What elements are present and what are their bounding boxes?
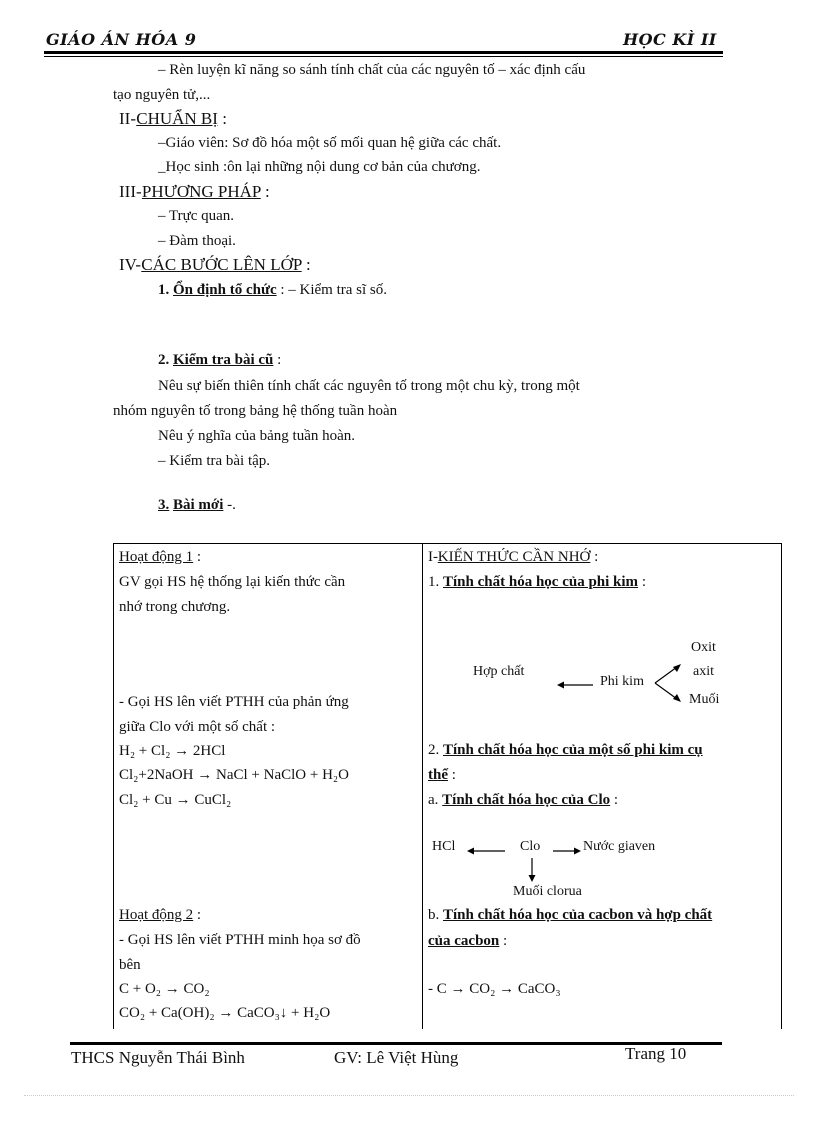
activity-2-line2: bên <box>119 957 141 973</box>
equation-5: CO₂ + Ca(OH)₂ → CaCO₃↓ + H₂O <box>119 1005 331 1021</box>
section-2-title: CHUẨN BỊ <box>136 109 218 128</box>
part-a-colon: : <box>610 792 619 808</box>
diagram2-javel-water: Nước giaven <box>583 839 656 854</box>
step-3-title: Bài mới <box>173 497 224 513</box>
part-b-heading-line1 <box>428 907 712 924</box>
knowledge-title: KIẾN THỨC CẦN NHỚ <box>437 549 591 565</box>
part-a-title: Tính chất hóa học của Clo <box>442 792 611 808</box>
activity-2-colon: : <box>193 907 202 923</box>
part-1-number: 1. <box>428 574 440 590</box>
section-4-colon: : <box>305 255 311 274</box>
step-1-number: 1. <box>158 282 170 298</box>
equation-1: H₂ + Cl₂ → 2HCl <box>119 743 226 759</box>
diagram1-branch-arrows <box>653 661 693 707</box>
diagram1-oxide: Oxit <box>691 640 716 655</box>
diagram2-chloride-salt: Muối clorua <box>513 884 582 899</box>
review-q2: Nêu ý nghĩa của bảng tuần hoàn. <box>158 428 356 444</box>
activities-column <box>114 544 423 1030</box>
part-2-number: 2. <box>428 742 440 758</box>
review-q3: – Kiểm tra bài tập. <box>158 453 271 469</box>
review-q1-line1: Nêu sự biến thiên tính chất các nguyên tố trong một chu kỳ, trong một <box>158 378 580 394</box>
section-3-title: PHƯƠNG PHÁP <box>141 182 261 201</box>
step-1-rest: : – Kiểm tra sĩ số. <box>280 282 388 298</box>
knowledge-heading <box>428 549 598 566</box>
section-2-heading <box>119 109 227 129</box>
part-b-heading-line2 <box>428 933 507 950</box>
intro-line-1: – Rèn luyện kĩ năng so sánh tính chất của các nguyên tố – xác định cấu <box>158 62 586 78</box>
step-3 <box>158 497 236 514</box>
section-3-heading <box>119 182 270 202</box>
part-1-colon: : <box>638 574 646 590</box>
part-b-title-a: Tính chất hóa học của cacbon và hợp chất <box>443 907 713 923</box>
section-3-colon: : <box>265 182 270 201</box>
part-2-title-a: Tính chất hóa học của một số phi kim cụ <box>443 742 703 758</box>
diagram2-chlorine: Clo <box>520 839 541 854</box>
footer-page-number: Trang 10 <box>625 1044 687 1063</box>
activity-1-task-line2: giữa Clo với một số chất : <box>119 719 276 735</box>
diagram1-acid: axit <box>693 664 714 679</box>
equation-2: Cl₂+2NaOH → NaCl + NaClO + H₂O <box>119 767 349 783</box>
header-title: GIÁO ÁN HÓA 9 <box>46 30 197 49</box>
diagram2-hcl: HCl <box>432 839 456 854</box>
carbon-chain: - C → CO₂ → CaCO₃ <box>428 981 561 997</box>
knowledge-colon: : <box>590 549 599 565</box>
footer-teacher: GV: Lê Việt Hùng <box>334 1048 459 1067</box>
intro-line-2: tạo nguyên tử,... <box>113 87 211 103</box>
activity-2-line1: - Gọi HS lên viết PTHH minh họa sơ đồ <box>119 932 361 948</box>
part-a-heading <box>428 792 618 809</box>
header-term: HỌC KÌ II <box>623 30 717 49</box>
part-2-heading-line1 <box>428 742 703 759</box>
section-3-number: III- <box>119 182 142 201</box>
part-b-title-b: của cacbon <box>428 933 500 949</box>
step-2 <box>158 352 281 369</box>
equation-4: C + O₂ → CO₂ <box>119 981 210 997</box>
diagram1-center: Phi kim <box>600 674 644 689</box>
step-2-colon: : <box>277 352 282 368</box>
step-2-title: Kiểm tra bài cũ <box>173 352 274 368</box>
section-2-colon: : <box>222 109 227 128</box>
part-2-heading-line2 <box>428 767 456 784</box>
activity-1-task-line1: - Gọi HS lên viết PTHH của phản ứng <box>119 694 349 710</box>
section-4-heading <box>119 255 311 275</box>
prep-teacher: –Giáo viên: Sơ đồ hóa một số mối quan hệ giữa các chất. <box>158 135 502 151</box>
part-a-number: a. <box>428 792 439 808</box>
footer-school: THCS Nguyễn Thái Bình <box>71 1048 245 1067</box>
part-1-title: Tính chất hóa học của phi kim <box>443 574 639 590</box>
diagram2-arrow-down <box>527 858 537 884</box>
step-2-number: 2. <box>158 352 170 368</box>
equation-3: Cl₂ + Cu → CuCl₂ <box>119 792 232 808</box>
method-1: – Trực quan. <box>158 208 235 224</box>
part-b-colon: : <box>499 933 508 949</box>
diagram1-compound: Hợp chất <box>473 664 525 679</box>
part-1-heading <box>428 574 646 591</box>
step-3-number: 3. <box>158 497 170 513</box>
section-4-title: CÁC BƯỚC LÊN LỚP <box>141 255 302 274</box>
step-1 <box>158 282 387 299</box>
step-1-title: Ổn định tổ chức <box>173 282 277 298</box>
page-edge-dots <box>24 1095 794 1096</box>
section-4-number: IV- <box>119 255 142 274</box>
prep-student: _Học sinh :ôn lại những nội dung cơ bản của chương. <box>158 159 481 175</box>
part-2-title-b: thể <box>428 767 448 783</box>
diagram1-salt: Muối <box>689 692 720 707</box>
activity-2-heading <box>119 907 201 924</box>
header-rule-thin <box>44 56 723 57</box>
activity-1-title: Hoạt động 1 <box>119 549 194 565</box>
activity-1-line2: nhớ trong chương. <box>119 599 231 615</box>
diagram2-arrow-right <box>553 846 583 856</box>
activity-1-colon: : <box>193 549 202 565</box>
activity-1-line1: GV gọi HS hệ thống lại kiến thức cần <box>119 574 346 590</box>
part-b-number: b. <box>428 907 440 923</box>
section-2-number: II- <box>119 109 136 128</box>
method-2: – Đàm thoại. <box>158 233 236 249</box>
part-2-colon: : <box>448 767 456 783</box>
diagram1-arrow-left <box>557 680 597 690</box>
knowledge-number: I- <box>428 549 438 565</box>
step-3-rest: -. <box>227 497 236 513</box>
activity-2-title: Hoạt động 2 <box>119 907 194 923</box>
review-q1-line2: nhóm nguyên tố trong bảng hệ thống tuần hoàn <box>113 403 398 419</box>
diagram2-arrow-left <box>467 846 507 856</box>
lesson-table <box>113 543 782 1029</box>
header-rule <box>44 51 723 54</box>
knowledge-column <box>423 544 782 1030</box>
activity-1-heading <box>119 549 201 566</box>
